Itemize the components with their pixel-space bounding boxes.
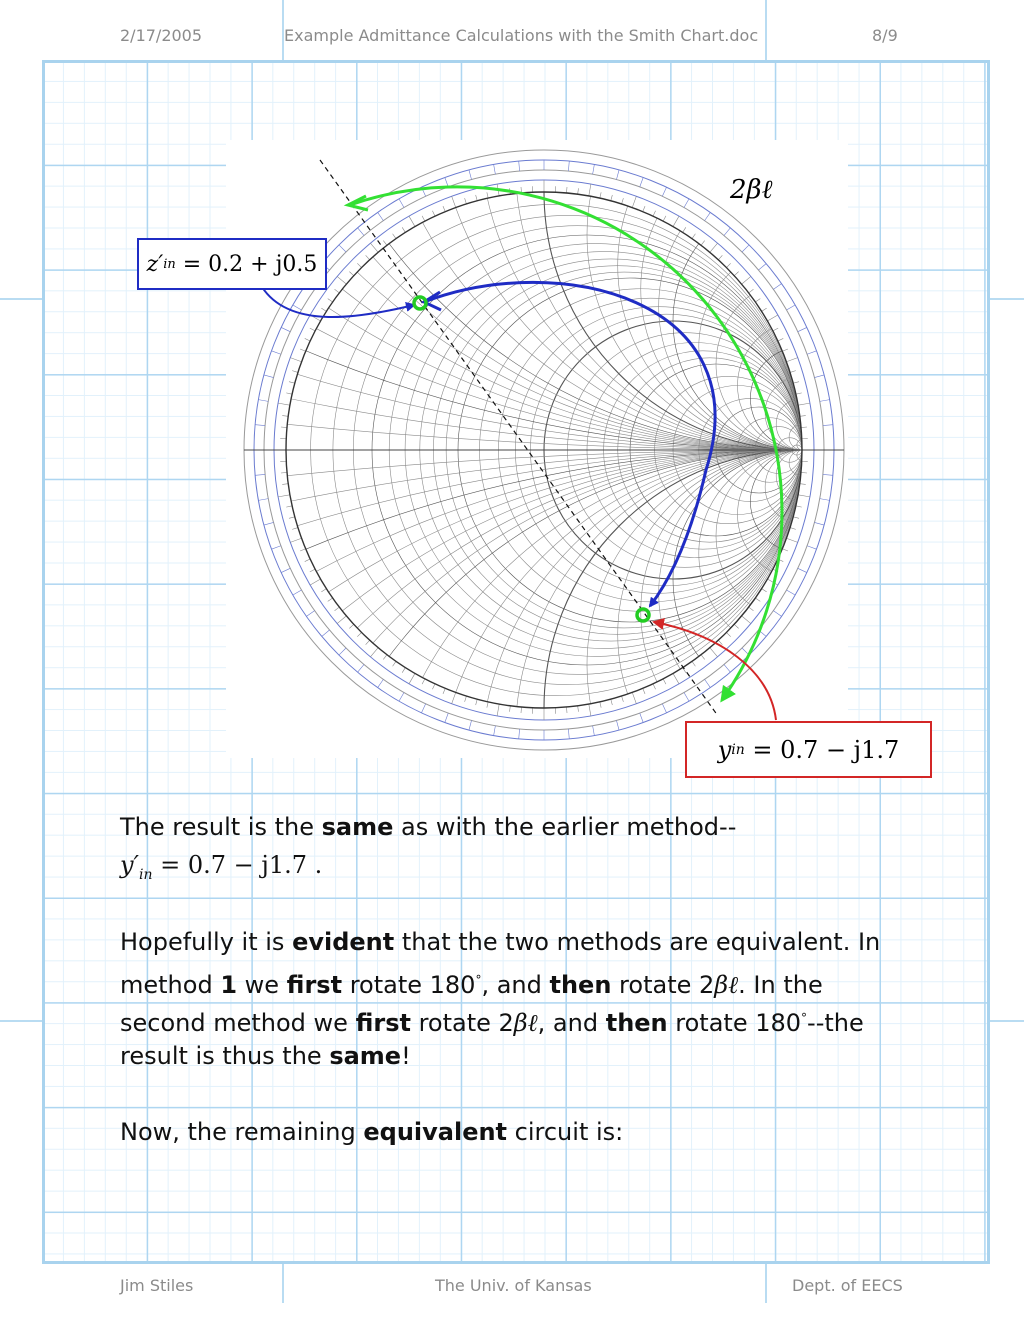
rotation-arc-2bl	[350, 187, 782, 700]
paragraph-remaining-circuit: Now, the remaining equivalent circuit is:	[120, 1118, 624, 1146]
paragraph-equivalent-line1: Hopefully it is evident that the two methods are equivalent. In	[120, 928, 881, 956]
paragraph-equivalent-line2: method 1 we first rotate 180°, and then rotate 2βℓ. In the	[120, 971, 823, 999]
header-date: 2/17/2005	[120, 26, 203, 45]
marker-y-point	[637, 609, 649, 621]
z-pointer-arrow	[262, 287, 414, 317]
y-expr: = 0.7 − j1.7	[752, 735, 900, 764]
z-sub: in	[163, 256, 176, 272]
y-in-box	[685, 721, 932, 778]
paragraph-equivalent-line4: result is thus the same!	[120, 1042, 411, 1070]
rotation-label: 2βℓ	[730, 175, 773, 205]
footer-author: Jim Stiles	[120, 1276, 194, 1295]
header-doc-title: Example Admittance Calculations with the Smith Chart.doc	[284, 26, 759, 45]
paragraph-equivalent-line3: second method we first rotate 2βℓ, and then rotate 180°--the	[120, 1009, 864, 1037]
z-expr: = 0.2 + j0.5	[182, 251, 318, 277]
footer-department: Dept. of EECS	[792, 1276, 903, 1295]
impedance-to-admittance-arc	[424, 282, 715, 606]
header-page-number: 8/9	[872, 26, 898, 45]
z-var: z′	[146, 251, 164, 277]
paragraph-result: The result is the same as with the earlier method--	[120, 813, 737, 841]
dashed-diameter-line	[320, 160, 718, 716]
y-var: y	[717, 735, 732, 764]
y-sub: in	[731, 741, 745, 758]
result-equation: $y'_{in} = 0.7 - j1.7$ .	[120, 851, 323, 883]
footer-university: The Univ. of Kansas	[435, 1276, 592, 1295]
z-in-box	[137, 238, 327, 290]
